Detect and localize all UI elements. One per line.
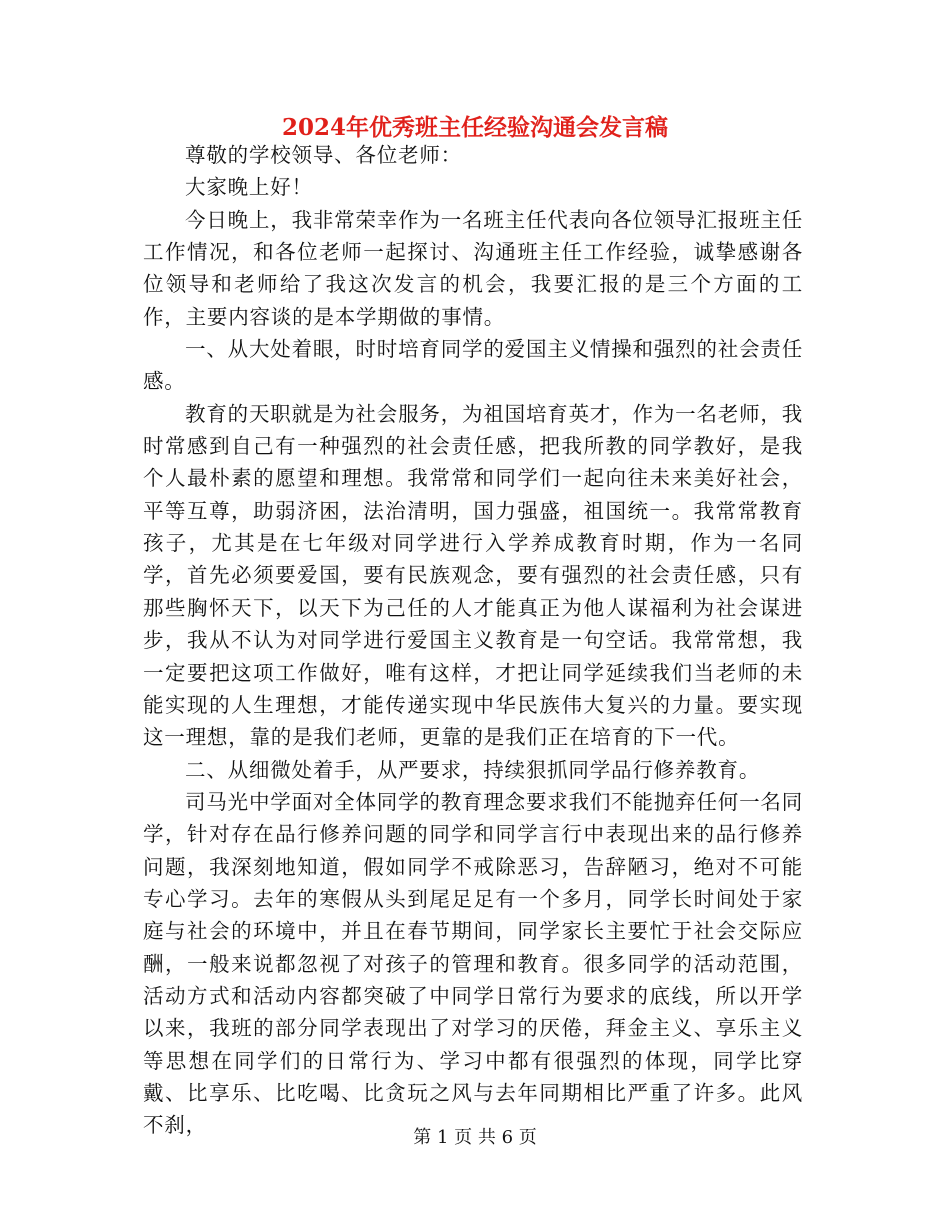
page-number-footer: 第 1 页 共 6 页 <box>413 1127 537 1148</box>
section-heading-2: 二、从细微处着手，从严要求，持续狠抓同学品行修养教育。 <box>185 757 761 782</box>
section-1-paragraph: 教育的天职就是为社会服务，为祖国培育英才，作为一名老师，我时常感到自己有一种强烈的社会责任感，把我所教的同学教好，是我个人最朴素的愿望和理想。我常常和同学们一起向往未来美好社会，平等互尊，助弱济困，法治清明，国力强盛，祖国统一。我常常教育孩子，尤其是在七年级对同学进行入学养成教育时期，作为一名同学，首先必须要爱国，要有民族观念，要有强烈的社会责任感，只有那些胸怀天下，以天下为己任的人才能真正为他人谋福利为社会谋进步，我从不认为对同学进行爱国主义教育是一句空话。我常常想，我一定要把这项工作做好，唯有这样，才把让同学延续我们当老师的未能实现的人生理想，才能传递实现中华民族伟大复兴的力量。要实现这一理想，靠的是我们老师，更靠的是我们正在培育的下一代。 <box>143 401 803 750</box>
greeting-paragraph: 尊敬的学校领导、各位老师： <box>185 143 462 167</box>
document-title: 2024年优秀班主任经验沟通会发言稿 <box>281 114 668 141</box>
intro-paragraph: 今日晚上，我非常荣幸作为一名班主任代表向各位领导汇报班主任工作情况，和各位老师一起探讨、沟通班主任工作经验，诚挚感谢各位领导和老师给了我这次发言的机会，我要汇报的是三个方面的工作，主要内容谈的是本学期做的事情。 <box>143 207 803 329</box>
salutation-paragraph: 大家晚上好！ <box>185 175 313 200</box>
section-heading-1: 一、从大处着眼，时时培育同学的爱国主义情操和强烈的社会责任感。 <box>143 337 803 394</box>
document-body <box>143 139 803 1142</box>
section-2-paragraph: 司马光中学面对全体同学的教育理念要求我们不能抛弃任何一名同学，针对存在品行修养问题的同学和同学言行中表现出来的品行修养问题，我深刻地知道，假如同学不戒除恶习，告辞陋习，绝对不可能专心学习。去年的寒假从头到尾足足有一个多月，同学长时间处于家庭与社会的环境中，并且在春节期间，同学家长主要忙于社会交际应酬，一般来说都忽视了对孩子的管理和教育。很多同学的活动范围，活动方式和活动内容都突破了中同学日常行为要求的底线，所以开学以来，我班的部分同学表现出了对学习的厌倦，拜金主义、享乐主义等思想在同学们的日常行为、学习中都有很强烈的体现，同学比穿戴、比享乐、比吃喝、比贪玩之风与去年同期相比严重了许多。此风不刹， <box>143 789 803 1138</box>
